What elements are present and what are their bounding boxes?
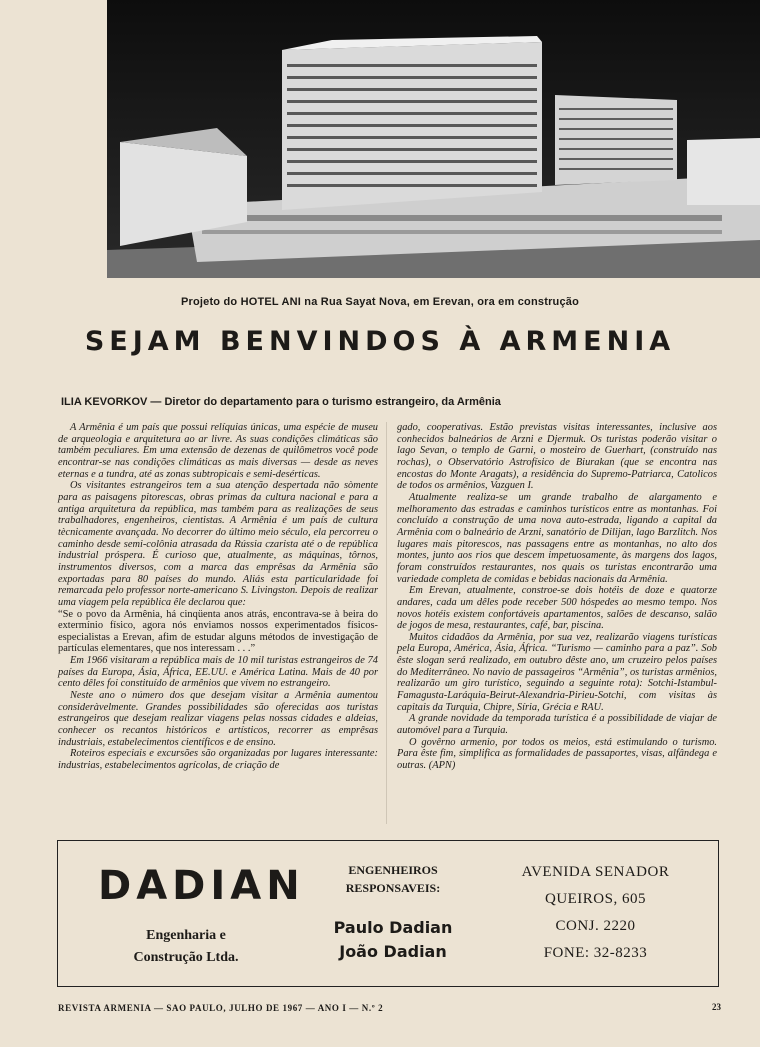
ad-address bbox=[488, 859, 703, 967]
paragraph: Neste ano o número dos que desejam visitar a Armênia aumentou consideràvelmente. Grandes possibilidades são oferecidas aos turistas estrangeiros que desejam realizar viagens pelas nossas cidades e aldeias, conhecer os recantos históricos e artísticos, recorrer as emprêsas industriais, estabelecimentos científicos e de ensino. bbox=[58, 690, 378, 748]
ad-engineer-name: Paulo Dadian bbox=[333, 918, 453, 937]
ad-firm-line: Engenharia e bbox=[146, 928, 226, 943]
article-column-left bbox=[58, 422, 378, 772]
page-number: 23 bbox=[712, 1002, 721, 1012]
page-title: SEJAM BENVINDOS À ARMENIA bbox=[84, 326, 676, 357]
quote-paragraph: “Se o povo da Armênia, há cinqüenta anos atrás, encontrava-se à beira do extermínio físico, agora nós enviamos nossos experimentados físicos-especialistas a Erevan, afim de estudar alguns métodos de investigação de partículas elementares, que nos interessam . . .” bbox=[58, 608, 378, 655]
ad-eng-line: ENGENHEIROS bbox=[348, 863, 438, 877]
ad-brand-name: DADIAN bbox=[98, 863, 305, 909]
ad-conj: CONJ. 2220 bbox=[555, 918, 636, 934]
article-byline: ILIA KEVORKOV — Diretor do departamento para o turismo estrangeiro, da Armênia bbox=[61, 396, 501, 408]
hotel-model-image bbox=[107, 0, 760, 278]
magazine-footer: REVISTA ARMENIA — SAO PAULO, JULHO DE 1967 — ANO I — N.º 2 bbox=[58, 1003, 384, 1013]
ad-address-line: QUEIROS, 605 bbox=[544, 891, 646, 907]
paragraph: A grande novidade da temporada turística é a possibilidade de viajar de automóvel para a Turquia. bbox=[397, 713, 717, 737]
dadian-advertisement bbox=[57, 840, 719, 987]
paragraph: A Armênia é um país que possui relíquias únicas, uma espécie de museu de arqueologia e arquitetura ao ar livre. As suas condições climáticas são também peculiares. Em uma extensão de dezenas de quilômetros você pode encontrar-se nas condições climáticas as mais diversas — desde as neves eternas e a tundra, até as zonas subtropicais e semi-desérticas. bbox=[58, 422, 378, 480]
ad-engineer-name: João Dadian bbox=[339, 942, 447, 961]
paragraph: Muitos cidadãos da Armênia, por sua vez, realizarão viagens turísticas pela Europa, América, Ásia, África. “Turismo — caminho para a paz”. Sob êste slogan será realizado, em outubro dêste ano, um cruzeiro pelos países do Mediterrâneo. No navio de passageiros “Armênia”, os turistas armênios, realizarão um giro turístico, seguindo a seguinte rota): Sotchi-Istambul-Famagusta-Laráquia-Beirut-Alexandria-Pirieu-Sotchi, com visitas às capitais da Turquia, Chipre, Síria, Grécia e RAU. bbox=[397, 631, 717, 713]
paragraph: Os visitantes estrangeiros tem a sua atenção despertada não sòmente para as paisagens pitorescas, obras primas da cultura nacional e para a antiga arquitetura da república, mas também para as realizações de seus trabalhadores, engenheiros, cientistas. A Armênia é um país de cultura tècnicamente avançada. No decorrer do último meio século, ela percorreu o caminho desde semi-colônia atrasada da Rússia czarista até o de república industrial próspera. É curioso que, atualmente, as máquinas, tôrnos, instrumentos diversos, com a marca das emprêsas da Armênia são exportadas para 80 países do mundo. Aliás esta particularidade foi remarcada pelo professor norte-americano S. Livingston. Depois de realizar uma viagem pela república êle declarou que: bbox=[58, 480, 378, 608]
ad-engineers-heading bbox=[313, 861, 473, 897]
photo-caption: Projeto do HOTEL ANI na Rua Sayat Nova, em Erevan, ora em construção bbox=[180, 296, 580, 308]
paragraph: gado, cooperativas. Estão previstas visitas interessantes, inclusive aos conhecidos balneários de Arzni e Djermuk. Os turistas poderão visitar o lago Sevan, o templo de Garni, o mosteiro de Guerhart, (construído nas rochas), o Observatório Astrofísico de Biurakan (que se encontra nas encostas do Monte Aragats), a residência do Supremo-Patriarca, Catolicos de todos os armênios, Vazguen I. bbox=[397, 422, 717, 492]
paragraph: Em 1966 visitaram a república mais de 10 mil turistas estrangeiros de 74 países da Europa, Ásia, África, EE.UU. e América Latina. Mais de 40 por cento dêles foi constituído de armênios que vivem no estrangeiro. bbox=[58, 655, 378, 690]
paragraph: Em Erevan, atualmente, constroe-se dois hotéis de doze e quatorze andares, cada um dêles pode receber 500 hóspedes ao mesmo tempo. Nos novos hotéis existem confortáveis apartamentos, salões de descanso, salão de jogos de mesa, restaurantes, café, bar, piscina. bbox=[397, 585, 717, 632]
ad-phone: FONE: 32-8233 bbox=[543, 945, 648, 961]
hotel-ani-photo bbox=[107, 0, 760, 278]
paragraph: Atualmente realiza-se um grande trabalho de alargamento e melhoramento das estradas e caminhos turísticos entre as montanhas. Foi concluído a construção de uma nova auto-estrada, ligando a capital da Armênia com o balneário de Arzni, sanatório de Dilijan, lago Barzlitch. Nos lugares mais pitorescos, nas passagens entre as montanhas, no alto dos montes, junto aos rios que descem impetuosamente, às margens dos lagos, foram construídos restaurantes, nos quais os turistas encontrarão uma variedade completa de comidas e bebidas nacionais da Armênia. bbox=[397, 491, 717, 585]
ad-engineer-names bbox=[313, 916, 473, 964]
ad-firm-description bbox=[116, 925, 256, 969]
ad-eng-line: RESPONSAVEIS: bbox=[345, 881, 441, 895]
paragraph: O govêrno armenio, por todos os meios, está estimulando o turismo. Para êste fim, simplifica as formalidades de passaportes, visas, alfândega e outras. (APN) bbox=[397, 736, 717, 772]
ad-address-line: AVENIDA SENADOR bbox=[521, 864, 670, 880]
column-divider bbox=[386, 422, 387, 824]
paragraph: Roteiros especiais e excursões são organizadas por lugares interessante: industrias, estabelecimentos agrícolas, de criação de bbox=[58, 748, 378, 772]
article-column-right bbox=[397, 422, 717, 772]
ad-firm-line: Construção Ltda. bbox=[133, 950, 239, 965]
